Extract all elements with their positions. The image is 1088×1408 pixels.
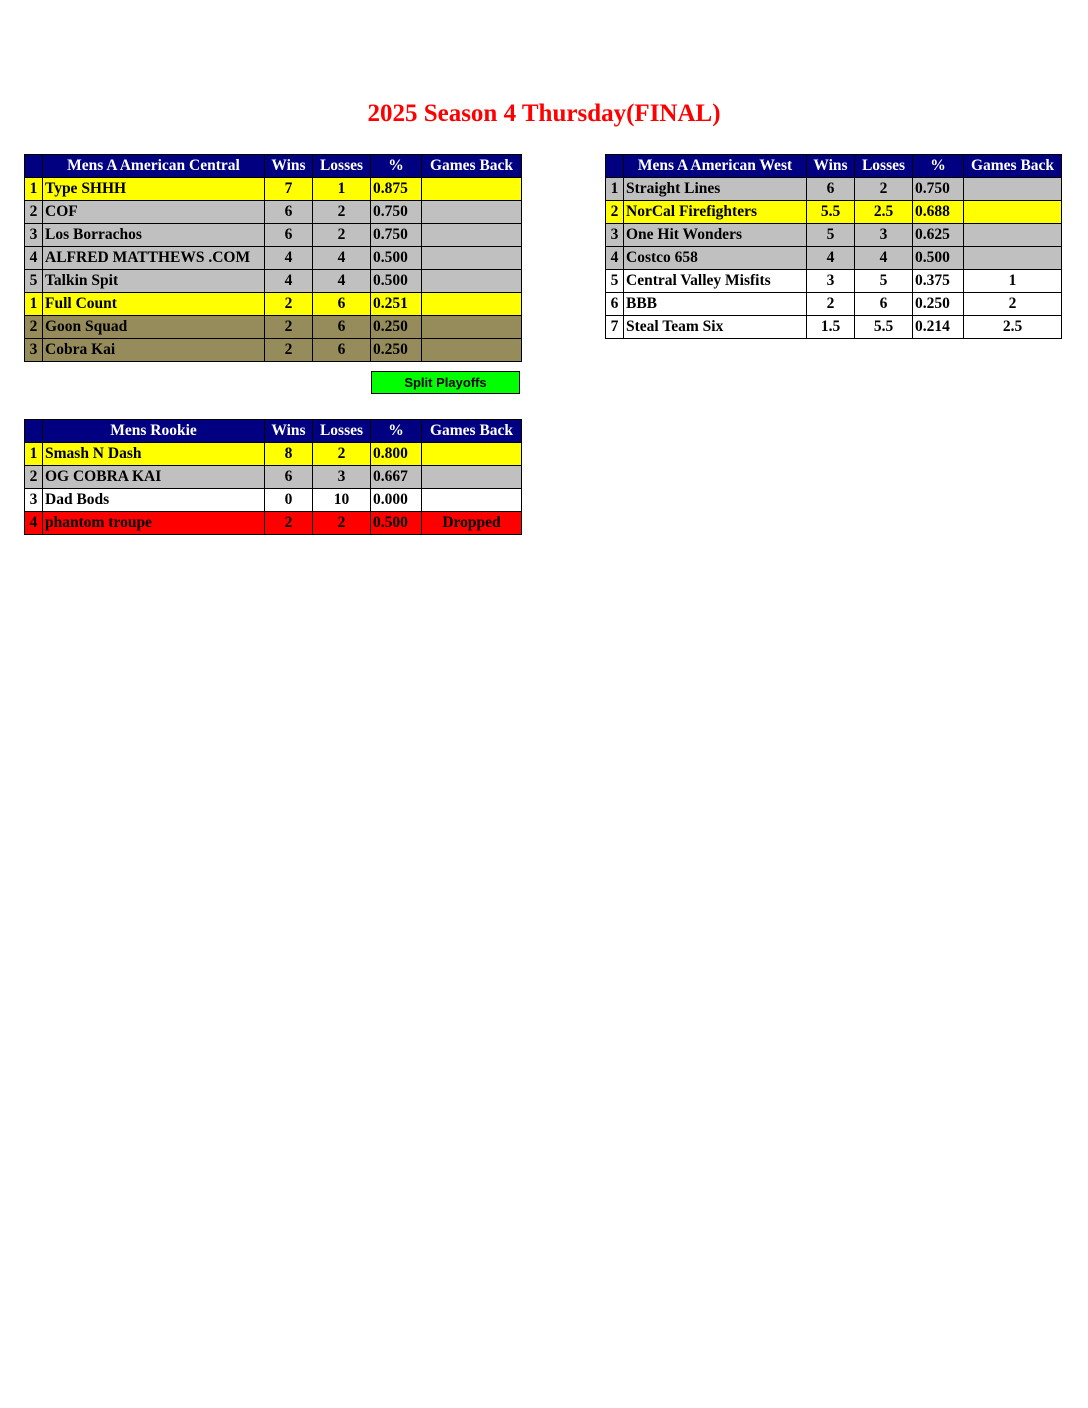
table-header-row	[25, 155, 522, 178]
split-playoffs-label: Split Playoffs	[371, 371, 520, 394]
rank-cell: 1	[606, 178, 624, 201]
table-row	[25, 224, 522, 247]
table-row	[606, 293, 1062, 316]
wins-cell: 4	[807, 247, 855, 270]
rank-cell: 1	[25, 293, 43, 316]
losses-cell: 10	[313, 489, 371, 512]
games-back-cell	[422, 443, 522, 466]
games-back-cell	[422, 247, 522, 270]
team-name-cell: Cobra Kai	[43, 339, 265, 362]
pct-cell: 0.750	[913, 178, 964, 201]
wins-cell: 6	[265, 466, 313, 489]
team-name-cell: Steal Team Six	[624, 316, 807, 339]
losses-cell: 4	[313, 247, 371, 270]
losses-cell: 2	[313, 512, 371, 535]
losses-cell: 3	[855, 224, 913, 247]
losses-header: Losses	[313, 420, 371, 443]
games-back-cell	[422, 489, 522, 512]
pct-cell: 0.500	[913, 247, 964, 270]
team-name-cell: Los Borrachos	[43, 224, 265, 247]
page-title: 2025 Season 4 Thursday(FINAL)	[367, 100, 721, 127]
wins-cell: 7	[265, 178, 313, 201]
table-row	[25, 270, 522, 293]
west-standings-table	[605, 154, 1062, 339]
wins-header: Wins	[265, 420, 313, 443]
losses-cell: 2	[313, 201, 371, 224]
games-back-cell	[422, 270, 522, 293]
losses-cell: 5.5	[855, 316, 913, 339]
pct-cell: 0.750	[371, 224, 422, 247]
losses-cell: 2	[855, 178, 913, 201]
games-back-header: Games Back	[422, 420, 522, 443]
losses-cell: 3	[313, 466, 371, 489]
table-row	[25, 339, 522, 362]
wins-cell: 4	[265, 247, 313, 270]
team-name-cell: Type SHHH	[43, 178, 265, 201]
wins-cell: 4	[265, 270, 313, 293]
rank-cell: 2	[25, 316, 43, 339]
pct-cell: 0.250	[913, 293, 964, 316]
pct-cell: 0.375	[913, 270, 964, 293]
games-back-header: Games Back	[964, 155, 1062, 178]
table-row	[25, 466, 522, 489]
pct-cell: 0.800	[371, 443, 422, 466]
rank-header	[25, 155, 43, 178]
rank-cell: 2	[606, 201, 624, 224]
rank-cell: 7	[606, 316, 624, 339]
team-name-cell: BBB	[624, 293, 807, 316]
rank-cell: 1	[25, 178, 43, 201]
games-back-cell	[964, 178, 1062, 201]
rank-cell: 1	[25, 443, 43, 466]
table-row	[606, 224, 1062, 247]
team-name-cell: Talkin Spit	[43, 270, 265, 293]
games-back-cell	[964, 247, 1062, 270]
games-back-cell	[422, 201, 522, 224]
wins-cell: 2	[265, 512, 313, 535]
losses-header: Losses	[855, 155, 913, 178]
games-back-cell: 1	[964, 270, 1062, 293]
losses-cell: 1	[313, 178, 371, 201]
pct-header: %	[371, 420, 422, 443]
pct-cell: 0.688	[913, 201, 964, 224]
table-row	[606, 178, 1062, 201]
pct-cell: 0.000	[371, 489, 422, 512]
team-name-cell: Straight Lines	[624, 178, 807, 201]
table-row	[25, 293, 522, 316]
table-row	[25, 489, 522, 512]
wins-cell: 6	[265, 201, 313, 224]
wins-cell: 6	[265, 224, 313, 247]
rank-cell: 5	[25, 270, 43, 293]
wins-cell: 2	[807, 293, 855, 316]
wins-cell: 1.5	[807, 316, 855, 339]
wins-cell: 2	[265, 316, 313, 339]
team-name-cell: One Hit Wonders	[624, 224, 807, 247]
pct-cell: 0.625	[913, 224, 964, 247]
games-back-header: Games Back	[422, 155, 522, 178]
rank-cell: 3	[25, 489, 43, 512]
losses-cell: 5	[855, 270, 913, 293]
wins-header: Wins	[807, 155, 855, 178]
wins-cell: 5	[807, 224, 855, 247]
wins-cell: 0	[265, 489, 313, 512]
team-name-cell: NorCal Firefighters	[624, 201, 807, 224]
games-back-cell: Dropped	[422, 512, 522, 535]
rank-cell: 4	[25, 247, 43, 270]
table-row	[606, 270, 1062, 293]
pct-cell: 0.250	[371, 339, 422, 362]
rank-cell: 3	[25, 339, 43, 362]
team-name-cell: Smash N Dash	[43, 443, 265, 466]
division-header: Mens Rookie	[43, 420, 265, 443]
rank-cell: 3	[606, 224, 624, 247]
pct-cell: 0.214	[913, 316, 964, 339]
pct-cell: 0.500	[371, 247, 422, 270]
pct-cell: 0.250	[371, 316, 422, 339]
rank-cell: 2	[25, 201, 43, 224]
losses-cell: 6	[855, 293, 913, 316]
pct-header: %	[371, 155, 422, 178]
pct-cell: 0.667	[371, 466, 422, 489]
losses-cell: 2	[313, 224, 371, 247]
losses-cell: 2.5	[855, 201, 913, 224]
games-back-cell: 2	[964, 293, 1062, 316]
central-standings-table	[24, 154, 522, 362]
wins-cell: 2	[265, 339, 313, 362]
team-name-cell: COF	[43, 201, 265, 224]
games-back-cell	[964, 224, 1062, 247]
games-back-cell	[422, 339, 522, 362]
wins-cell: 3	[807, 270, 855, 293]
losses-cell: 2	[313, 443, 371, 466]
wins-cell: 8	[265, 443, 313, 466]
games-back-cell	[964, 201, 1062, 224]
rank-header	[25, 420, 43, 443]
rank-cell: 4	[25, 512, 43, 535]
pct-cell: 0.500	[371, 270, 422, 293]
team-name-cell: phantom troupe	[43, 512, 265, 535]
pct-cell: 0.750	[371, 201, 422, 224]
losses-cell: 6	[313, 293, 371, 316]
losses-cell: 6	[313, 339, 371, 362]
table-row	[25, 512, 522, 535]
wins-cell: 6	[807, 178, 855, 201]
table-header-row	[25, 420, 522, 443]
games-back-cell	[422, 316, 522, 339]
team-name-cell: Costco 658	[624, 247, 807, 270]
games-back-cell	[422, 224, 522, 247]
pct-header: %	[913, 155, 964, 178]
table-header-row	[606, 155, 1062, 178]
division-header: Mens A American West	[624, 155, 807, 178]
wins-cell: 2	[265, 293, 313, 316]
pct-cell: 0.875	[371, 178, 422, 201]
rank-cell: 6	[606, 293, 624, 316]
team-name-cell: Goon Squad	[43, 316, 265, 339]
rank-cell: 3	[25, 224, 43, 247]
games-back-cell	[422, 466, 522, 489]
losses-header: Losses	[313, 155, 371, 178]
table-row	[25, 201, 522, 224]
table-row	[25, 443, 522, 466]
wins-header: Wins	[265, 155, 313, 178]
table-row	[606, 247, 1062, 270]
rank-header	[606, 155, 624, 178]
rank-cell: 2	[25, 466, 43, 489]
table-row	[606, 201, 1062, 224]
rookie-standings-table	[24, 419, 522, 535]
team-name-cell: Full Count	[43, 293, 265, 316]
rank-cell: 4	[606, 247, 624, 270]
team-name-cell: Central Valley Misfits	[624, 270, 807, 293]
pct-cell: 0.251	[371, 293, 422, 316]
team-name-cell: Dad Bods	[43, 489, 265, 512]
losses-cell: 4	[855, 247, 913, 270]
losses-cell: 6	[313, 316, 371, 339]
pct-cell: 0.500	[371, 512, 422, 535]
table-row	[25, 178, 522, 201]
division-header: Mens A American Central	[43, 155, 265, 178]
table-row	[606, 316, 1062, 339]
games-back-cell	[422, 293, 522, 316]
team-name-cell: ALFRED MATTHEWS .COM	[43, 247, 265, 270]
table-row	[25, 316, 522, 339]
losses-cell: 4	[313, 270, 371, 293]
team-name-cell: OG COBRA KAI	[43, 466, 265, 489]
table-row	[25, 247, 522, 270]
games-back-cell: 2.5	[964, 316, 1062, 339]
rank-cell: 5	[606, 270, 624, 293]
games-back-cell	[422, 178, 522, 201]
wins-cell: 5.5	[807, 201, 855, 224]
